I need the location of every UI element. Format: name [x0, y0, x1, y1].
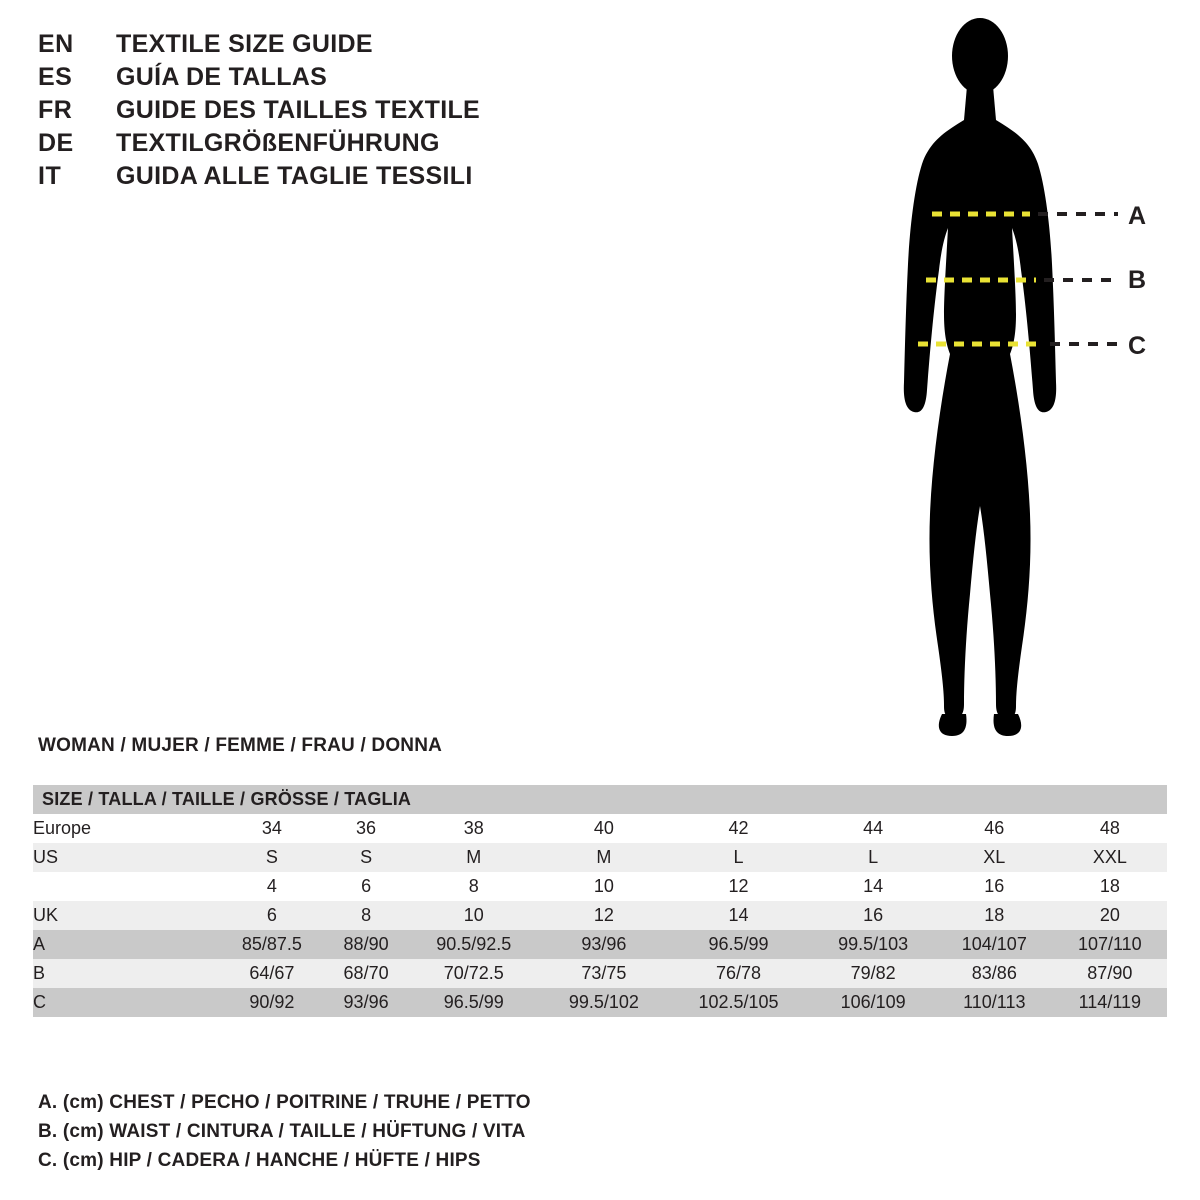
section-heading: WOMAN / MUJER / FEMME / FRAU / DONNA: [38, 735, 443, 756]
size-table: [33, 785, 1167, 1017]
cell: S: [360, 847, 373, 867]
cell: 99.5/103: [838, 934, 909, 954]
title-row: [38, 30, 658, 63]
cell: 20: [1099, 905, 1120, 925]
cell: 96.5/99: [708, 934, 769, 954]
cell: 6: [361, 876, 372, 896]
cell: 90/92: [249, 992, 295, 1012]
title-lang-code: ES: [38, 63, 73, 91]
female-body-figure: [860, 14, 1190, 744]
cell: S: [265, 847, 278, 867]
row-label: B: [33, 963, 46, 983]
cell: 110/113: [963, 992, 1026, 1012]
legend-line-b: B. (cm) WAIST / CINTURA / TAILLE / HÜFTUNG / VITA: [38, 1121, 526, 1142]
cell: 99.5/102: [568, 992, 639, 1012]
cell: M: [596, 847, 612, 867]
cell: 18: [1099, 876, 1120, 896]
cell: XXL: [1092, 847, 1127, 867]
table-row: [33, 814, 1167, 843]
title-row: [38, 162, 658, 195]
cell: 8: [468, 876, 479, 896]
cell: 88/90: [343, 934, 389, 954]
row-label: Europe: [33, 818, 92, 838]
cell: 46: [984, 818, 1005, 838]
title-lang-code: FR: [38, 96, 73, 124]
table-row: [33, 901, 1167, 930]
cell: 18: [984, 905, 1005, 925]
title-text: TEXTILGRÖßENFÜHRUNG: [116, 129, 440, 157]
cell: 16: [984, 876, 1005, 896]
title-row: [38, 129, 658, 162]
cell: L: [868, 847, 879, 867]
table-header-title: SIZE / TALLA / TAILLE / GRÖSSE / TAGLIA: [42, 789, 412, 809]
cell: 16: [863, 905, 884, 925]
legend-line-c: C. (cm) HIP / CADERA / HANCHE / HÜFTE / HIPS: [38, 1150, 481, 1171]
title-text: GUÍA DE TALLAS: [116, 63, 328, 91]
title-lang-code: DE: [38, 129, 74, 157]
table-row: [33, 930, 1167, 959]
cell: 90.5/92.5: [436, 934, 512, 954]
cell: 93/96: [343, 992, 389, 1012]
row-label: A: [33, 934, 46, 954]
title-text: TEXTILE SIZE GUIDE: [116, 30, 373, 58]
row-label: UK: [33, 905, 59, 925]
cell: 85/87.5: [241, 934, 302, 954]
cell: 104/107: [961, 934, 1027, 954]
cell: 48: [1099, 818, 1120, 838]
cell: 68/70: [343, 963, 389, 983]
cell: 40: [593, 818, 614, 838]
cell: 102.5/105: [698, 992, 779, 1012]
table-row: [33, 872, 1167, 901]
title-lang-code: EN: [38, 30, 74, 58]
cell: 36: [356, 818, 377, 838]
cell: 4: [266, 876, 277, 896]
cell: 34: [261, 818, 282, 838]
table-row: [33, 988, 1167, 1017]
cell: 79/82: [850, 963, 896, 983]
table-row: [33, 959, 1167, 988]
marker-label-b: B: [1128, 266, 1147, 294]
cell: 10: [593, 876, 614, 896]
cell: L: [733, 847, 744, 867]
cell: 14: [728, 905, 749, 925]
marker-label-c: C: [1128, 332, 1147, 360]
title-block: [38, 30, 658, 195]
cell: 96.5/99: [443, 992, 504, 1012]
cell: 8: [361, 905, 372, 925]
cell: 64/67: [249, 963, 295, 983]
cell: M: [466, 847, 482, 867]
title-row: [38, 63, 658, 96]
cell: 76/78: [716, 963, 762, 983]
legend-line-a: A. (cm) CHEST / PECHO / POITRINE / TRUHE / PETTO: [38, 1092, 531, 1113]
body-silhouette-icon: [860, 14, 1190, 744]
cell: 73/75: [581, 963, 627, 983]
cell: 44: [863, 818, 884, 838]
cell: 14: [863, 876, 884, 896]
cell: 87/90: [1087, 963, 1133, 983]
title-text: GUIDE DES TAILLES TEXTILE: [116, 96, 481, 124]
table-row: [33, 843, 1167, 872]
cell: 114/119: [1078, 992, 1142, 1012]
row-label: C: [33, 992, 46, 1012]
cell: 12: [728, 876, 749, 896]
marker-label-a: A: [1128, 202, 1147, 230]
cell: 83/86: [971, 963, 1017, 983]
cell: 6: [266, 905, 277, 925]
cell: 107/110: [1077, 934, 1142, 954]
cell: 106/109: [840, 992, 906, 1012]
row-label: [33, 872, 218, 901]
title-text: GUIDA ALLE TAGLIE TESSILI: [116, 162, 473, 190]
legend-block: [38, 1088, 938, 1175]
cell: 42: [728, 818, 749, 838]
cell: 10: [463, 905, 484, 925]
title-lang-code: IT: [38, 162, 62, 190]
cell: 38: [463, 818, 484, 838]
title-row: [38, 96, 658, 129]
table-header-row: [33, 785, 1167, 814]
cell: 70/72.5: [443, 963, 504, 983]
row-label: US: [33, 847, 59, 867]
cell: 12: [593, 905, 614, 925]
cell: 93/96: [581, 934, 627, 954]
cell: XL: [983, 847, 1006, 867]
